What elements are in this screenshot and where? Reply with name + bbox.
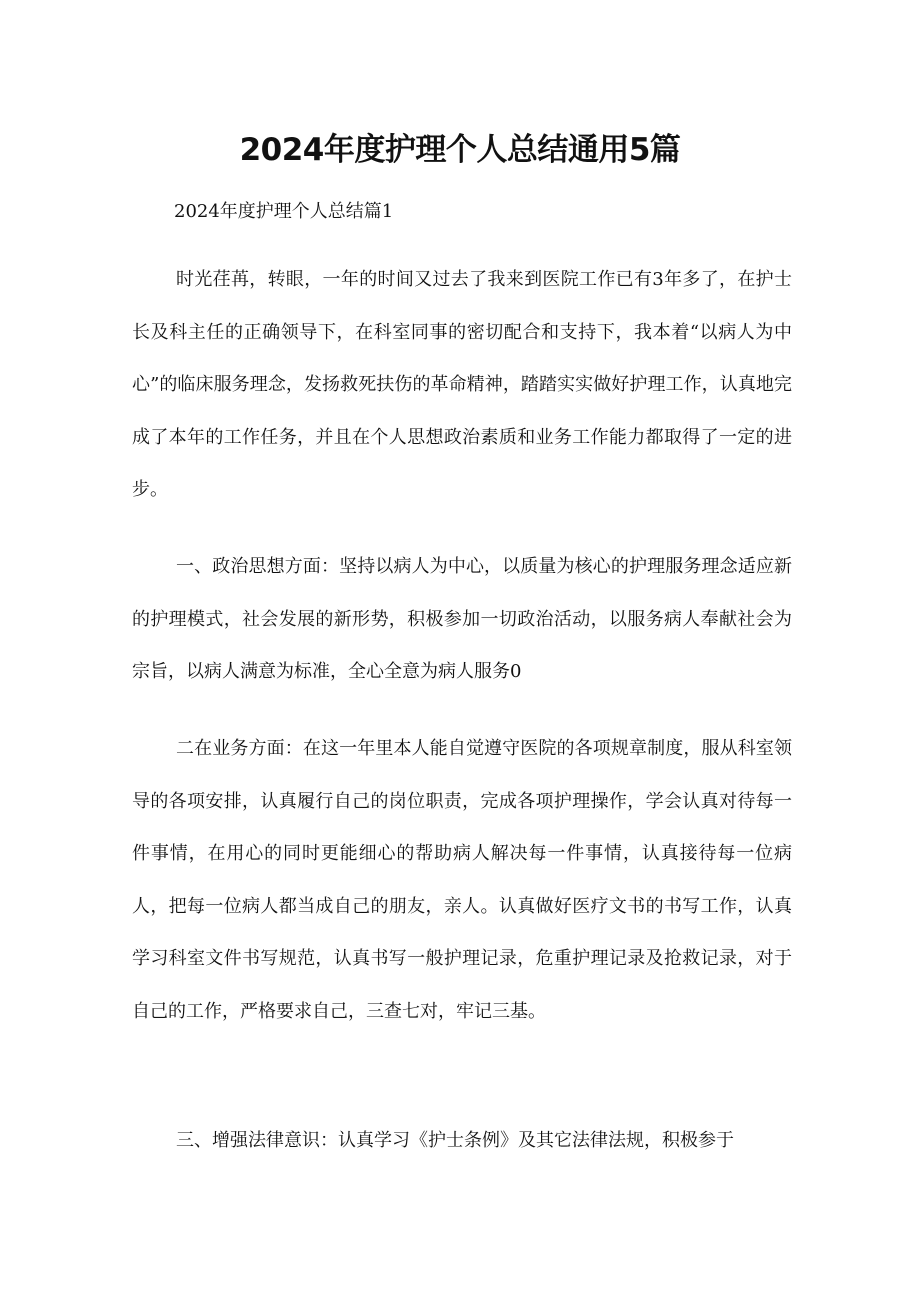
document-title: 2024年度护理个人总结通用5篇: [239, 132, 681, 168]
paragraph-political: 一、政治思想方面：坚持以病人为中心，以质量为核心的护理服务理念适应新的护理模式，社会发展的新形势，积极参加一切政治活动，以服务病人奉献社会为宗旨，以病人满意为标准，全心全意为病人服务0: [132, 556, 792, 682]
paragraph-intro: 时光荏苒，转眼，一年的时间又过去了我来到医院工作已有3年多了，在护士长及科主任的正确领导下，在科室同事的密切配合和支持下，我本着“以病人为中心”的临床服务理念，发扬救死扶伤的革命精神，踏踏实实做好护理工作，认真地完成了本年的工作任务，并且在个人思想政治素质和业务工作能力都取得了一定的进步。: [132, 269, 792, 500]
paragraph-business: 二在业务方面：在这一年里本人能自觉遵守医院的各项规章制度，服从科室领导的各项安排，认真履行自己的岗位职责，完成各项护理操作，学会认真对待每一件事情，在用心的同时更能细心的帮助病人解决每一件事情，认真接待每一位病人，把每一位病人都当成自己的朋友，亲人。认真做好医疗文书的书写工作，认真学习科室文件书写规范，认真书写一般护理记录，危重护理记录及抢救记录，对于自己的工作，严格要求自己，三查七对，牢记三基。: [132, 738, 792, 1022]
paragraph-legal: 三、增强法律意识：认真学习《护士条例》及其它法律法规，积极参于: [176, 1130, 734, 1151]
section-heading: 2024年度护理个人总结篇1: [174, 201, 394, 222]
